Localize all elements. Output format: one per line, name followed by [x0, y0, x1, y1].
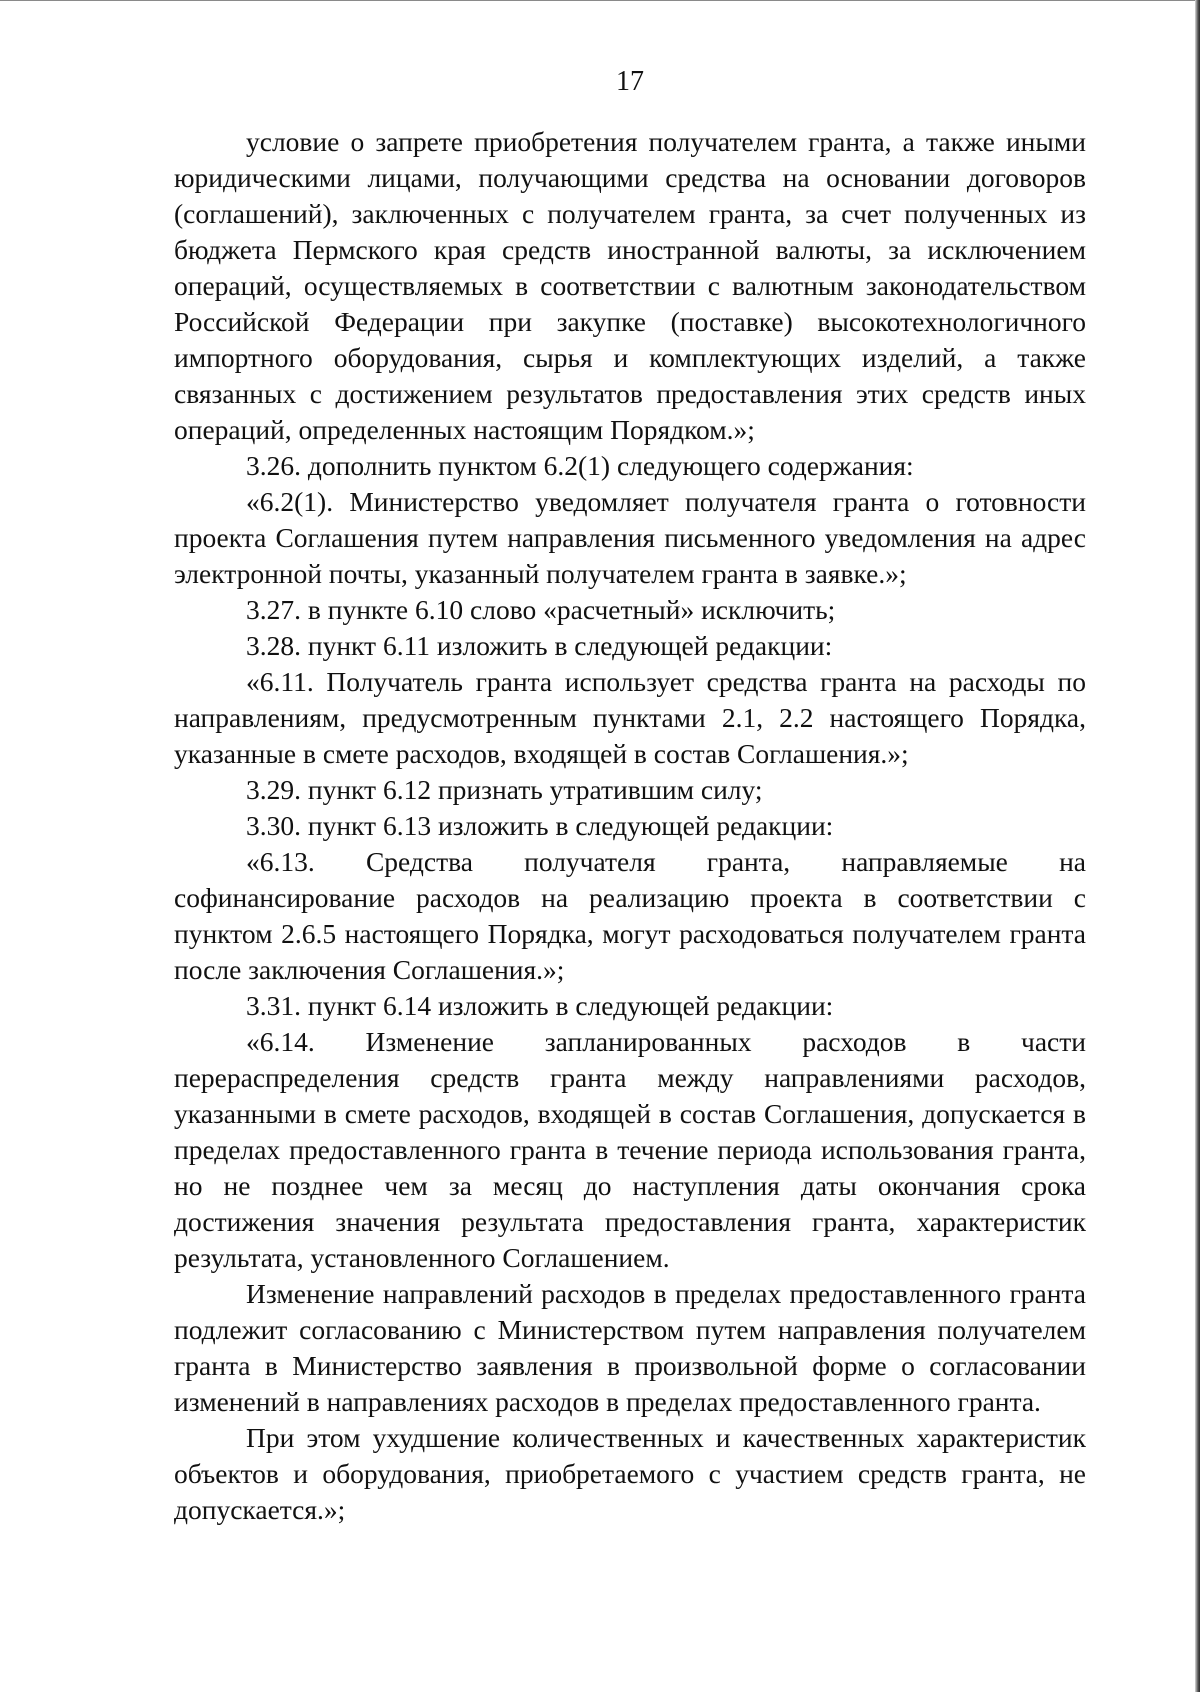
- scan-edge-top: [0, 0, 1200, 1]
- paragraph-6-2-1: «6.2(1). Министерство уведомляет получателя гранта о готовности проекта Соглашения путем направления письменного уведомления на адрес электронной почты, указанный получателем гранта в заявке.»;: [174, 486, 1086, 589]
- paragraph-3-26: 3.26. дополнить пунктом 6.2(1) следующего содержания:: [246, 450, 914, 481]
- paragraph-currency-condition: условие о запрете приобретения получателем гранта, а также иными юридическими лицами, получающими средства на основании договоров (соглашений), заключенных с получателем гранта, за счет полученных из бюджета Пермского края средств иностранной валюты, за исключением операций, осуществляемых в соответствии с валютным законодательством Российской Федерации при закупке (поставке) высокотехнологичного импортного оборудования, сырья и комплектующих изделий, а также связанных с достижением результатов предоставления этих средств иных операций, определенных настоящим Порядком.»;: [174, 126, 1086, 445]
- paragraph-3-28: 3.28. пункт 6.11 изложить в следующей редакции:: [246, 630, 833, 661]
- paragraph-3-31: 3.31. пункт 6.14 изложить в следующей редакции:: [246, 990, 834, 1021]
- paragraph-expense-change-approval: Изменение направлений расходов в пределах предоставленного гранта подлежит согласованию с Министерством путем направления получателем гранта в Министерство заявления в произвольной форме о согласовании изменений в направлениях расходов в пределах предоставленного гранта.: [174, 1278, 1086, 1417]
- paragraph-6-11: «6.11. Получатель гранта использует средства гранта на расходы по направлениям, предусмотренным пунктами 2.1, 2.2 настоящего Порядка, указанные в смете расходов, входящей в состав Соглашения.»;: [174, 666, 1086, 769]
- paragraph-3-29: 3.29. пункт 6.12 признать утратившим силу;: [246, 774, 763, 805]
- page-number: 17: [616, 66, 644, 97]
- document-body: [174, 124, 1086, 1528]
- scan-edge-right: [1195, 0, 1200, 1692]
- paragraph-characteristics-degradation: При этом ухудшение количественных и качественных характеристик объектов и оборудования, приобретаемого с участием средств гранта, не допускается.»;: [174, 1422, 1086, 1525]
- paragraph-6-13: «6.13. Средства получателя гранта, направляемые на софинансирование расходов на реализацию проекта в соответствии с пунктом 2.6.5 настоящего Порядка, могут расходоваться получателем гранта после заключения Соглашения.»;: [174, 846, 1086, 985]
- paragraph-6-14: «6.14. Изменение запланированных расходов в части перераспределения средств гранта между направлениями расходов, указанными в смете расходов, входящей в состав Соглашения, допускается в пределах предоставленного гранта в течение периода использования гранта, но не позднее чем за месяц до наступления даты окончания срока достижения значения результата предоставления гранта, характеристик результата, установленного Соглашением.: [174, 1026, 1086, 1273]
- paragraph-3-27: 3.27. в пункте 6.10 слово «расчетный» исключить;: [246, 594, 836, 625]
- paragraph-3-30: 3.30. пункт 6.13 изложить в следующей редакции:: [246, 810, 834, 841]
